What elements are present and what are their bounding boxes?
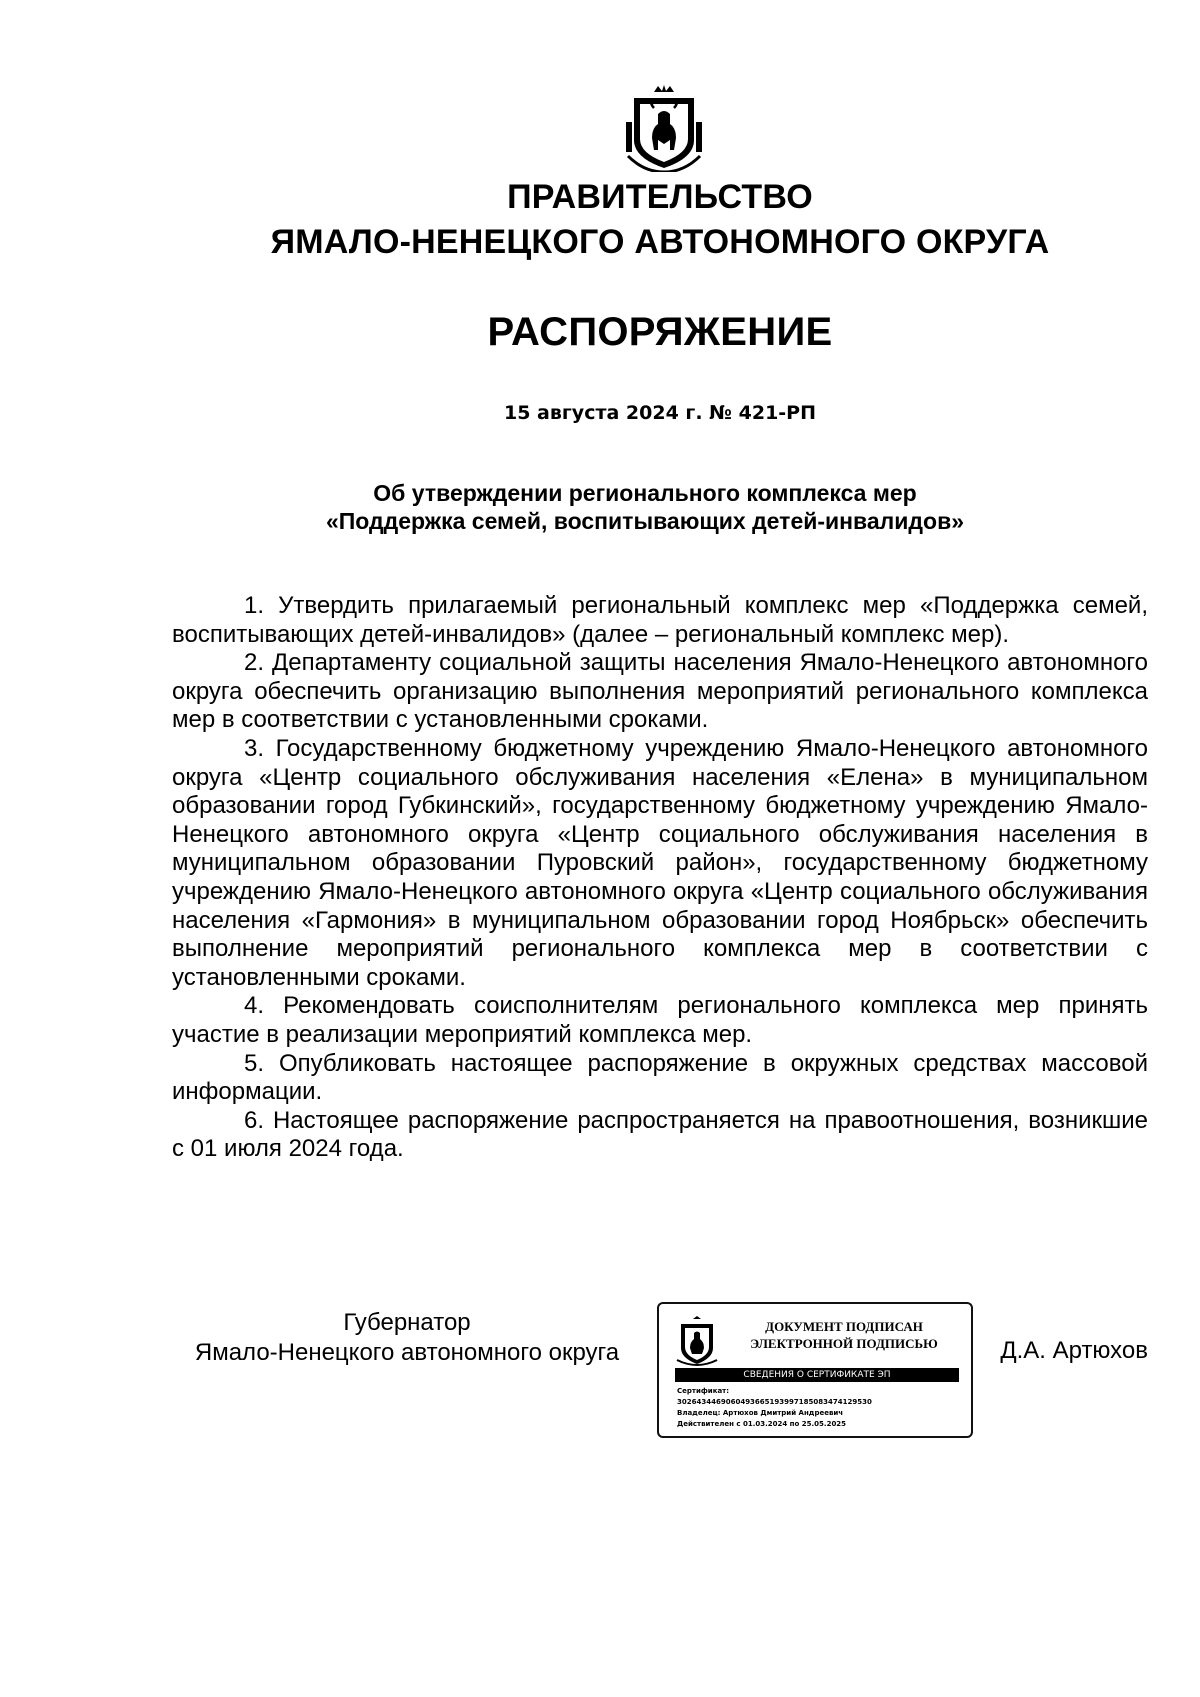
electronic-signature-stamp (657, 1302, 973, 1438)
paragraph-2: 2. Департаменту социальной защиты населения Ямало-Ненецкого автономного округа обеспечить организацию выполнения мероприятий регионального комплекса мер в соответствии с установленными сроками. (172, 649, 1148, 734)
paragraph-3: 3. Государственному бюджетному учреждению Ямало-Ненецкого автономного округа «Центр социального обслуживания населения «Елена» в муниципальном образовании город Губкинский», государственному бюджетному учреждению Ямало-Ненецкого автономного округа «Центр социального обслуживания населения в муниципальном образовании Пуровский район», государственному бюджетному учреждению Ямало-Ненецкого автономного округа «Центр социального обслуживания населения «Гармония» в муниципальном образовании город Ноябрьск» обеспечить выполнение мероприятий регионального комплекса мер в соответствии с установленными сроками. (172, 734, 1148, 991)
stamp-cert-label: Сертификат: (677, 1387, 730, 1395)
government-name-line2: ЯМАЛО-НЕНЕЦКОГО АВТОНОМНОГО ОКРУГА (270, 223, 1050, 261)
coat-of-arms-emblem (624, 84, 704, 172)
subject-line1: Об утверждении регионального комплекса мер (373, 480, 917, 506)
paragraph-6: 6. Настоящее распоряжение распространяется на правоотношения, возникшие с 01 июля 2024 года. (172, 1106, 1148, 1163)
signatory-title-line2: Ямало-Ненецкого автономного округа (194, 1339, 620, 1366)
document-body (172, 592, 1148, 1164)
stamp-heading-line1: ДОКУМЕНТ ПОДПИСАН (765, 1319, 923, 1334)
paragraph-1: 1. Утвердить прилагаемый региональный комплекс мер «Поддержка семей, воспитывающих детей-инвалидов» (далее – региональный комплекс мер). (172, 592, 1148, 648)
stamp-heading (727, 1318, 961, 1352)
paragraph-5: 5. Опубликовать настоящее распоряжение в окружных средствах массовой информации. (172, 1049, 1148, 1106)
government-name-line1: ПРАВИТЕЛЬСТВО (507, 178, 813, 216)
stamp-heading-line2: ЭЛЕКТРОННОЙ ПОДПИСЬЮ (750, 1336, 938, 1351)
stamp-certificate-info (677, 1386, 961, 1430)
stamp-validity: Действителен с 01.03.2024 по 25.05.2025 (677, 1420, 847, 1428)
stamp-cert-value: 3026434469060493665193997185083474129530 (677, 1398, 872, 1406)
stamp-certificate-bar: СВЕДЕНИЯ О СЕРТИФИКАТЕ ЭП (675, 1368, 959, 1382)
document-type: РАСПОРЯЖЕНИЕ (487, 310, 833, 354)
document-subject (0, 479, 1200, 535)
stamp-owner: Владелец: Артюхов Дмитрий Андреевич (677, 1409, 844, 1417)
signatory-title (172, 1308, 642, 1368)
stamp-emblem-icon (675, 1316, 719, 1368)
signatory-name: Д.А. Артюхов (1000, 1337, 1148, 1364)
subject-line2: «Поддержка семей, воспитывающих детей-инвалидов» (325, 508, 965, 534)
signatory-title-line1: Губернатор (343, 1309, 471, 1336)
document-date-number: 15 августа 2024 г. № 421-РП (503, 402, 817, 424)
paragraph-4: 4. Рекомендовать соисполнителям регионального комплекса мер принять участие в реализации мероприятий комплекса мер. (172, 992, 1148, 1048)
